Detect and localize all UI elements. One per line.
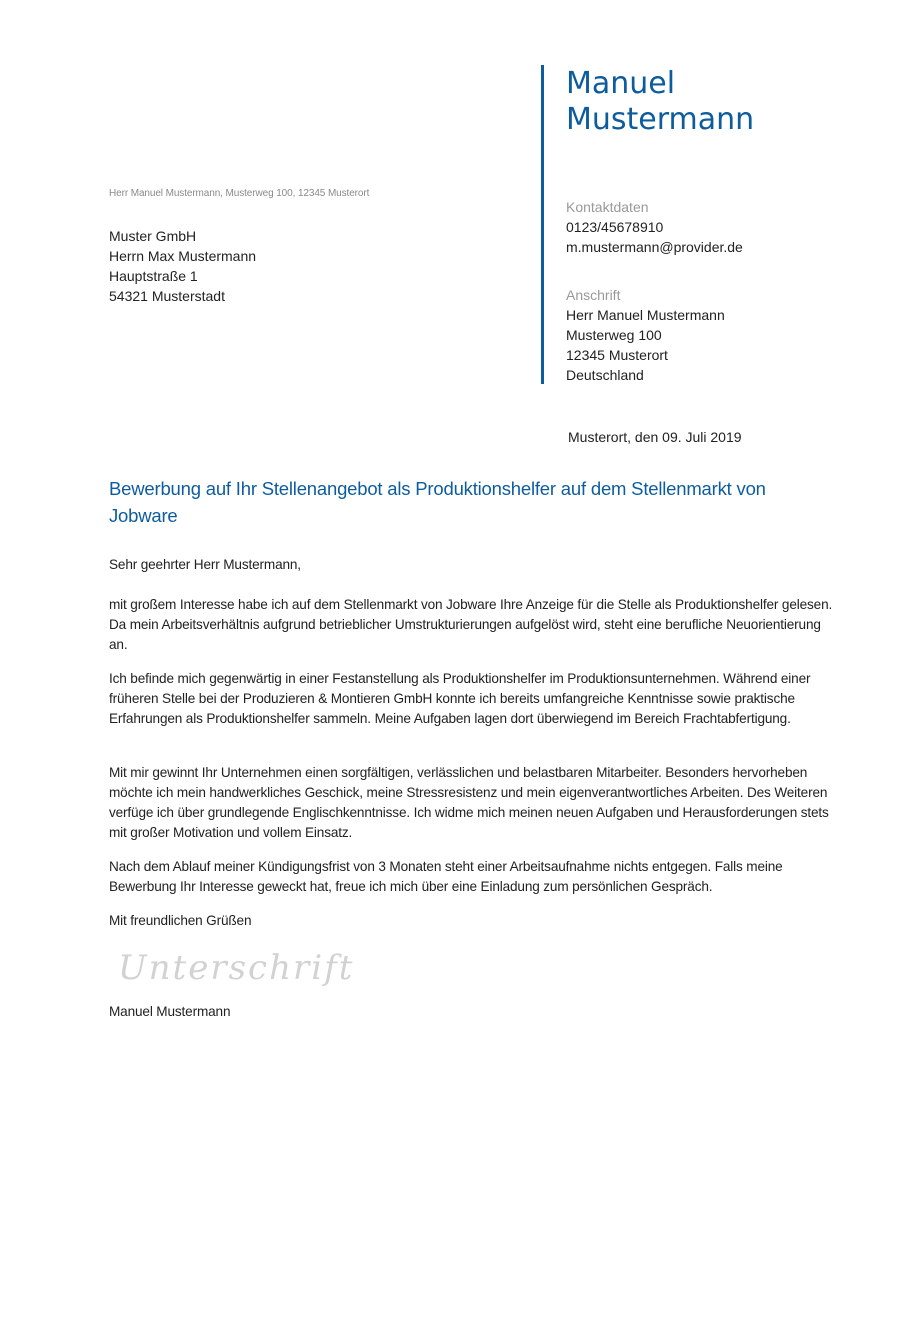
accent-divider-bar bbox=[541, 65, 544, 384]
closing-phrase: Mit freundlichen Grüßen bbox=[109, 913, 252, 928]
body-paragraph-1: mit großem Interesse habe ich auf dem Stellenmarkt von Jobware Ihre Anzeige für die Stelle als Produktionshelfer gelesen. Da mein Arbeitsverhältnis aufgrund betrieblicher Umstrukturierungen aufgelöst wird, steht eine berufliche Neuorientierung an. bbox=[109, 597, 833, 652]
letter-date: Musterort, den 09. Juli 2019 bbox=[568, 429, 742, 445]
recipient-person: Herrn Max Mustermann bbox=[109, 248, 257, 264]
letter-subject: Bewerbung auf Ihr Stellenangebot als Produktionshelfer auf dem Stellenmarkt von Jobware bbox=[109, 478, 766, 526]
body-paragraph-2: Ich befinde mich gegenwärtig in einer Festanstellung als Produktionshelfer im Produktionsunternehmen. Während einer früheren Stelle bei der Produzieren & Montieren GmbH konnte ich bereits umfangreiche Kenntnisse sowie praktische Erfahrungen als Produktionshelfer sammeln. Meine Aufgaben lagen dort überwiegend im Bereich Frachtabfertigung. bbox=[109, 671, 811, 726]
address-city: 12345 Musterort bbox=[566, 347, 668, 363]
name-last: Mustermann bbox=[566, 102, 755, 137]
address-label: Anschrift bbox=[566, 287, 621, 303]
salutation: Sehr geehrter Herr Mustermann, bbox=[109, 557, 301, 572]
contact-block bbox=[566, 197, 743, 257]
address-country: Deutschland bbox=[566, 367, 644, 383]
recipient-company: Muster GmbH bbox=[109, 228, 197, 244]
name-first: Manuel bbox=[566, 66, 676, 101]
signature-placeholder: Unterschrift bbox=[118, 948, 355, 988]
recipient-address-block bbox=[109, 226, 256, 306]
signer-name: Manuel Mustermann bbox=[109, 1004, 231, 1019]
body-paragraph-4: Nach dem Ablauf meiner Kündigungsfrist von 3 Monaten steht einer Arbeitsaufnahme nichts entgegen. Falls meine Bewerbung Ihr Interesse geweckt hat, freue ich mich über eine Einladung zum persönlichen Gespräch. bbox=[109, 859, 783, 894]
applicant-name-heading bbox=[566, 66, 754, 138]
contact-label: Kontaktdaten bbox=[566, 199, 649, 215]
recipient-city: 54321 Musterstadt bbox=[109, 288, 225, 304]
body-paragraph-3: Mit mir gewinnt Ihr Unternehmen einen sorgfältigen, verlässlichen und belastbaren Mitarbeiter. Besonders hervorheben möchte ich mein handwerkliches Geschick, meine Stressresistenz und mein eigenverantwortliches Arbeiten. Des Weiteren verfüge ich über grundlegende Englischkenntnisse. Ich widme mich meinen neuen Aufgaben und Herausforderungen stets mit großer Motivation und vollem Einsatz. bbox=[109, 765, 829, 840]
address-street: Musterweg 100 bbox=[566, 327, 662, 343]
contact-phone: 0123/45678910 bbox=[566, 219, 664, 235]
recipient-street: Hauptstraße 1 bbox=[109, 268, 198, 284]
contact-email: m.mustermann@provider.de bbox=[566, 239, 743, 255]
sender-address-block bbox=[566, 285, 725, 385]
address-name: Herr Manuel Mustermann bbox=[566, 307, 725, 323]
sender-return-address: Herr Manuel Mustermann, Musterweg 100, 12345 Musterort bbox=[109, 188, 370, 199]
